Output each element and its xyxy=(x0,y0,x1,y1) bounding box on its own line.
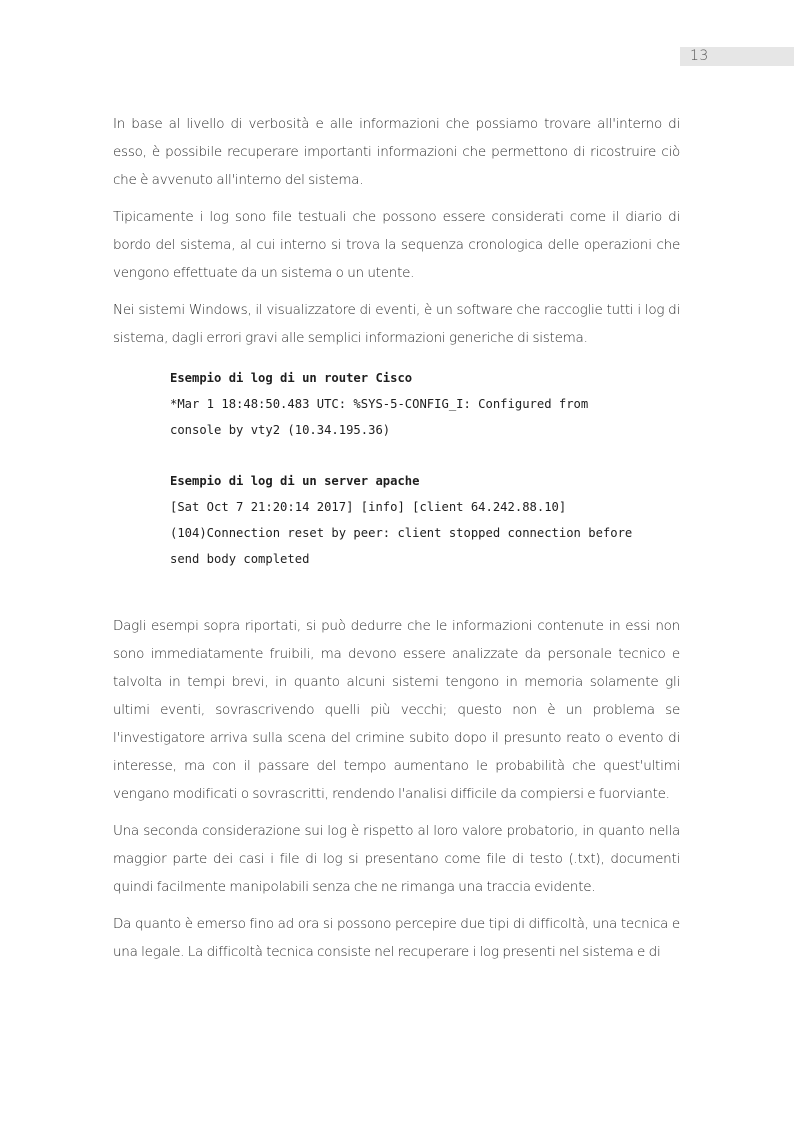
apache-example-title: Esempio di log di un server apache xyxy=(170,474,420,489)
page-number-bar xyxy=(680,47,794,66)
log-examples-block xyxy=(170,366,680,572)
cisco-log-line: *Mar 1 18:48:50.483 UTC: %SYS-5-CONFIG_I: Configured from xyxy=(170,396,589,411)
paragraph: Dagli esempi sopra riportati, si può dedurre che le informazioni contenute in essi non sono immediatamente fruibili, ma devono essere analizzate da personale tecnico e talvolta in tempi brevi, in quanto alcuni sistemi tengono in memoria solamente gli ultimi eventi, sovrascrivendo quelli più vecchi; questo non è un problema se l'investigatore arriva sulla scena del crimine subito dopo il presunto reato o evento di interesse, ma con il passare del tempo aumentano le probabilità che quest'ultimi vengano modificati o sovrascritti, rendendo l'analisi difficile da compiersi e fuorviante. xyxy=(113,618,680,803)
paragraph: Tipicamente i log sono file testuali che possono essere considerati come il diario di bordo del sistema, al cui interno si trova la sequenza cronologica delle operazioni che vengono effettuate da un sistema o un utente. xyxy=(113,209,680,281)
paragraph: Da quanto è emerso fino ad ora si possono percepire due tipi di difficoltà, una tecnica e una legale. La difficoltà tecnica consiste nel recuperare i log presenti nel sistema e di xyxy=(113,916,680,961)
page-number: 13 xyxy=(690,48,709,64)
paragraph: Nei sistemi Windows, il visualizzatore di eventi, è un software che raccoglie tutti i log di sistema, dagli errori gravi alle semplici informazioni generiche di sistema. xyxy=(113,302,680,346)
code-spacer xyxy=(170,443,680,469)
cisco-example-title: Esempio di log di un router Cisco xyxy=(170,371,413,385)
paragraph: Una seconda considerazione sui log è rispetto al loro valore probatorio, in quanto nella maggior parte dei casi i file di log si presentano come file di testo (.txt), documenti quindi facilmente manipolabili senza che ne rimanga una traccia evidente. xyxy=(113,823,680,896)
document-body xyxy=(113,110,680,975)
apache-log-line: send body completed xyxy=(170,551,310,566)
apache-log-line: (104)Connection reset by peer: client stopped connection before xyxy=(170,525,633,540)
apache-log-line: [Sat Oct 7 21:20:14 2017] [info] [client 64.242.88.10] xyxy=(170,499,567,514)
cisco-log-line: console by vty2 (10.34.195.36) xyxy=(170,422,391,437)
paragraph: In base al livello di verbosità e alle informazioni che possiamo trovare all'interno di esso, è possibile recuperare importanti informazioni che permettono di ricostruire ciò che è avvenuto all'interno del sistema. xyxy=(113,116,680,188)
